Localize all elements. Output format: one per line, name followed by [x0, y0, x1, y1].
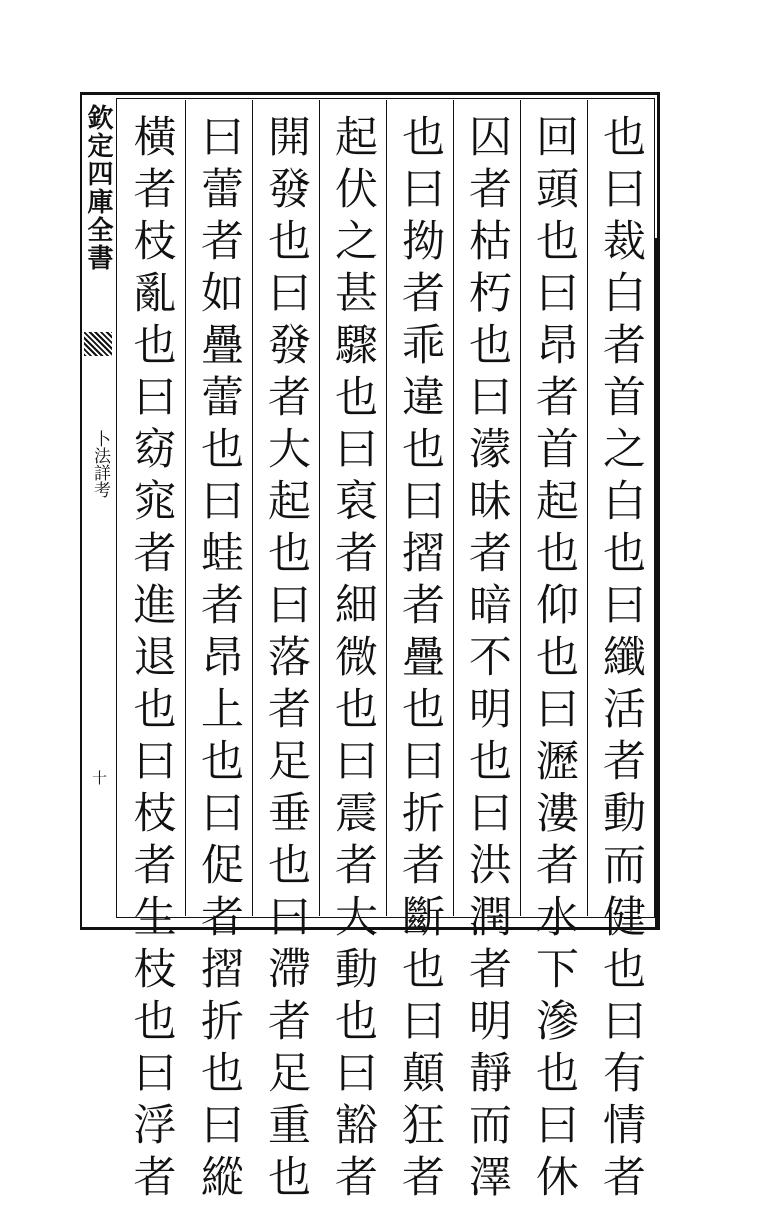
- text-column: [118, 100, 185, 1206]
- text-columns: [118, 100, 654, 1206]
- column-text: 曰蕾者如疊蕾也曰蛙者昂上也曰促者摺折也曰縱: [194, 114, 244, 1206]
- text-column: [252, 100, 319, 1206]
- column-text: 橫者枝亂也曰窈窕者進退也曰枝者生枝也曰浮者: [126, 114, 177, 1206]
- column-text: 回頭也曰昂者首起也仰也曰瀝漊者水下滲也曰休: [529, 114, 579, 1206]
- text-column: [386, 100, 453, 1206]
- margin-column: [84, 100, 112, 920]
- text-column: [185, 100, 252, 1206]
- column-text: 開發也曰發者大起也曰落者足垂也曰滯者足重也: [261, 114, 311, 1206]
- text-column: [319, 100, 386, 1206]
- column-text: 也曰裁白者首之白也曰纖活者動而健也曰有情者: [596, 114, 646, 1206]
- book-title: 欽定四庫全書: [83, 104, 113, 272]
- chapter-title: 卜法詳考: [90, 430, 110, 498]
- page-edge-shadow: [655, 238, 660, 930]
- column-text: 也曰拗者乖違也曰摺者疊也曰折者斷也曰顛狂者: [395, 114, 445, 1206]
- column-text: 囚者枯朽也曰濛昧者暗不明也曰洪潤者明靜而澤: [462, 114, 512, 1206]
- text-column: [587, 100, 654, 1206]
- text-column: [520, 100, 587, 1206]
- fishtail-mark: [84, 332, 112, 356]
- text-column: [453, 100, 520, 1206]
- page-number: 十: [90, 770, 108, 785]
- column-text: 起伏之甚驟也曰裒者細微也曰震者大動也曰豁者: [328, 114, 378, 1206]
